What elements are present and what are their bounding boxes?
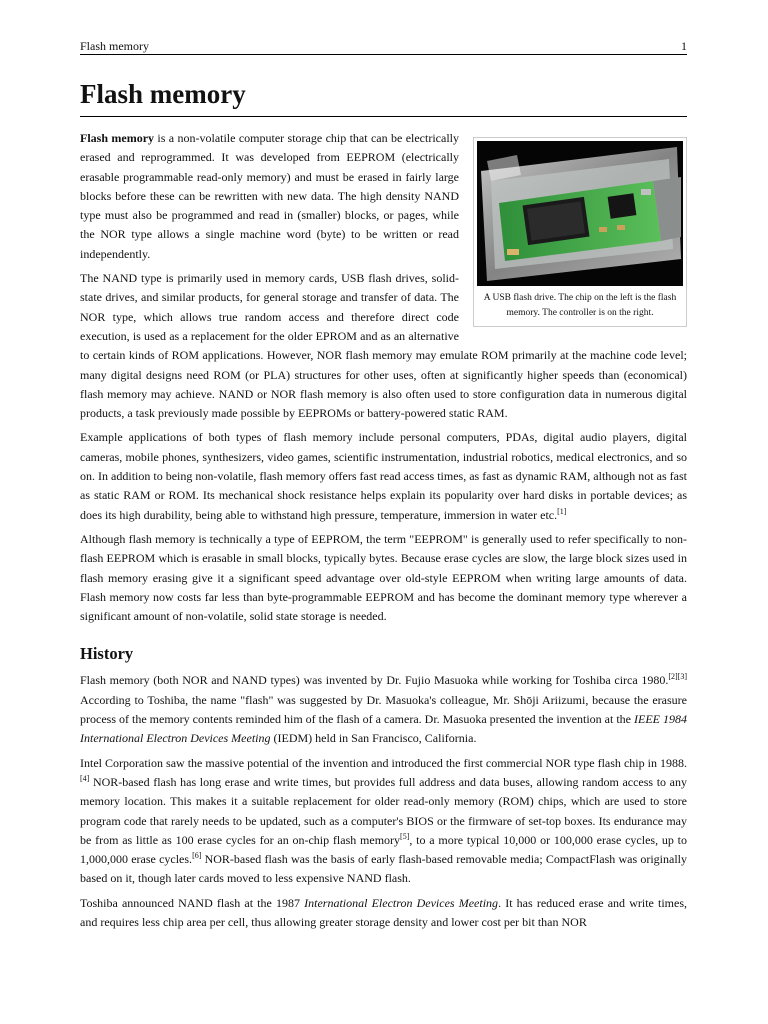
article-body — [80, 74, 687, 937]
intro-paragraph-3-text: Example applications of both types of flash memory include personal computers, PDAs, digital audio players, digital cameras, mobile phones, synthesizers, video games, scientific instrumentation, industrial robotics, medical electronics, and so on. In addition to being non-volatile, flash memory offers fast read access times, as fast as dynamic RAM, although not as fast as static RAM or ROM. Its mechanical shock resistance helps explain its popularity over hard disks in portable devices; as does its high durability, being able to withstand high pressure, temperature, immersion in water etc. — [80, 430, 687, 522]
page-title: Flash memory — [80, 74, 687, 117]
history-p1-text-b: According to Toshiba, the name "flash" was suggested by Dr. Masuoka's colleague, Mr. Shōji Ariizumi, because the erasure process of the memory contents reminded him of the flash of a camera. Dr. Masuoka presented the invention at the — [80, 692, 687, 727]
history-p3-italic: International Electron Devices Meeting — [304, 895, 499, 910]
term-flash-memory: Flash memory — [80, 131, 155, 145]
history-p3-text-b: . It has reduced erase and write times, and requires less chip area per cell, thus allowing greater storage density and lower cost per bit than NOR — [80, 895, 687, 929]
history-paragraph-3 — [80, 894, 687, 933]
intro-paragraph-4: Although flash memory is technically a type of EEPROM, the term "EEPROM" is generally used to refer specifically to non-flash EEPROM which is erasable in small blocks, typically bytes. Because erase cycles are slow, the large block sizes used in flash memory erasing give it a significant speed advantage over old-style EEPROM when writing large amounts of data. Flash memory now costs far less than byte-programmable EEPROM and has become the dominant memory type wherever a significant amount of non-volatile, solid state storage is needed. — [80, 531, 687, 624]
history-paragraph-1 — [80, 671, 687, 748]
history-p3-text-a: Toshiba announced NAND flash at the 1987 — [80, 895, 305, 910]
figure-caption: A USB flash drive. The chip on the left is the flash memory. The controller is on the right. — [483, 293, 677, 318]
citation-6[interactable]: [6] — [192, 851, 202, 861]
history-p2-text-c: , to a more typical 10,000 or 100,000 erase cycles, up to 1,000,000 erase cycles. — [80, 832, 687, 867]
intro-paragraph-3 — [80, 428, 687, 524]
page-number: 1 — [681, 39, 687, 53]
citation-5[interactable]: [5] — [400, 831, 410, 841]
usb-flash-drive-image — [477, 141, 683, 286]
citation-4[interactable]: [4] — [80, 773, 90, 783]
header-title: Flash memory — [80, 39, 149, 53]
history-paragraph-2 — [80, 754, 687, 889]
figure-usb-drive — [473, 137, 687, 327]
intro-paragraph-2: The NAND type is primarily used in memory cards, USB flash drives, solid-state drives, and similar products, for general storage and transfer of data. The NOR type, which allows true random access and therefore direct code execution, is used as a replacement for the older EPROM and as an alternative to certain kinds of ROM applications. However, NOR flash memory may emulate ROM primarily at the machine code level; many digital designs need ROM (or PLA) structures for other uses, often at significantly higher speeds than (economical) flash memory may achieve. NAND or NOR flash memory is also often used to store configuration data in numerous digital products, a task previously made possible by EEPROMs or battery-powered static RAM. — [80, 271, 687, 421]
section-heading-history: History — [80, 644, 134, 664]
history-p2-text-a: Intel Corporation saw the massive potential of the invention and introduced the first commercial NOR type flash chip in 1988. — [80, 755, 687, 770]
citation-2-3[interactable]: [2][3] — [668, 672, 687, 682]
history-p1-text-a: Flash memory (both NOR and NAND types) was invented by Dr. Fujio Masuoka while working for Toshiba circa 1980. — [80, 673, 669, 688]
intro-paragraph-1-text: is a non-volatile computer storage chip that can be electrically erased and reprogrammed. It was developed from EEPROM (electrically erasable programmable read-only memory) and must be erased in fairly large blocks before these can be rewritten with new data. The high density NAND type must also be programmed and read in (smaller) blocks, or pages, while the NOR type allows a single machine word (byte) to be written or read independently. — [80, 131, 459, 261]
history-p2-text-b: NOR-based flash has long erase and write times, but provides full address and data buses, allowing random access to any memory location. This makes it a suitable replacement for older read-only memory (ROM) chips, which are used to store program code that rarely needs to be updated, such as a computer's BIOS or the firmware of set-top boxes. Its endurance may be from as little as 100 erase cycles for an on-chip flash memory — [80, 774, 687, 847]
history-p2-text-d: NOR-based flash was the basis of early flash-based removable media; CompactFlash was originally based on it, though later cards moved to less expensive NAND flash. — [80, 852, 687, 886]
citation-1[interactable]: [1] — [557, 506, 567, 516]
page-header — [80, 38, 687, 55]
history-p1-italic: IEEE 1984 International Electron Devices Meeting — [80, 712, 687, 746]
usb-flash-drive-illustration — [477, 141, 683, 286]
history-p1-text-c: (IEDM) held in San Francisco, California. — [270, 731, 477, 746]
